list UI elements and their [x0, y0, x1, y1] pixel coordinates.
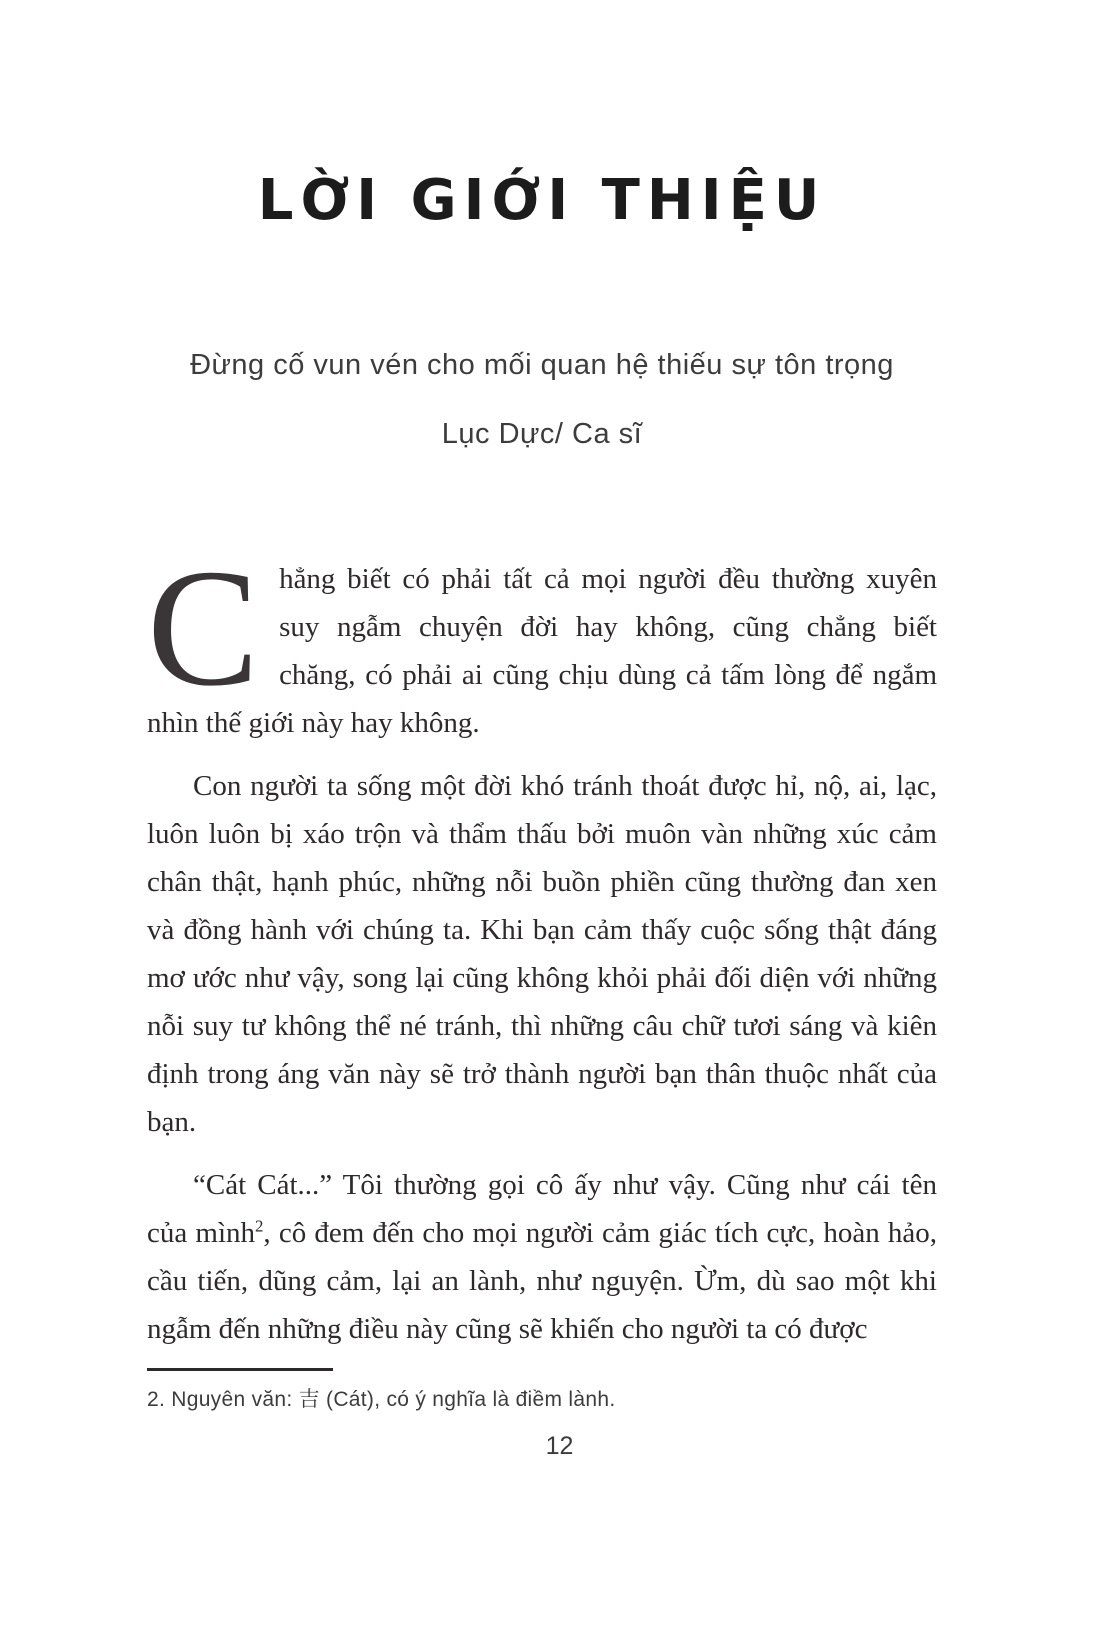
chapter-subtitle: Đừng cố vun vén cho mối quan hệ thiếu sự tôn trọng [190, 349, 894, 381]
page-number: 12 [545, 1432, 574, 1460]
page-content [0, 168, 1119, 1413]
footnote-marker: 2 [255, 1216, 264, 1236]
paragraph-1 [147, 535, 937, 747]
author-line: Lục Dực/ Ca sĩ [441, 418, 643, 450]
footnote-text: 2. Nguyên văn: 吉 (Cát), có ý nghĩa là điềm lành. [147, 1388, 616, 1411]
footnote-block [147, 1368, 937, 1413]
paragraph-3 [147, 1161, 937, 1353]
paragraph-1-text: hẳng biết có phải tất cả mọi người đều thường xuyên suy ngẫm chuyện đời hay không, cũng chẳng biết chăng, có phải ai cũng chịu dùng cả tấm lòng để ngắm nhìn thế giới này hay không. [147, 563, 937, 739]
body-text [147, 535, 938, 1353]
paragraph-3-text-1: “Cát Cát...” Tôi thường gọi cô ấy như vậy. Cũng như cái tên của mình [147, 1169, 937, 1249]
footnote-divider [147, 1368, 333, 1371]
chapter-title: LỜI GIỚI THIỆU [257, 168, 827, 233]
drop-cap: C [147, 535, 260, 721]
paragraph-2: Con người ta sống một đời khó tránh thoát được hỉ, nộ, ai, lạc, luôn luôn bị xáo trộn và thẩm thấu bởi muôn vàn những xúc cảm chân thật, hạnh phúc, những nỗi buồn phiền cũng thường đan xen và đồng hành với chúng ta. Khi bạn cảm thấy cuộc sống thật đáng mơ ước như vậy, song lại cũng không khỏi phải đối diện với những nỗi suy tư không thể né tránh, thì những câu chữ tươi sáng và kiên định trong áng văn này sẽ trở thành người bạn thân thuộc nhất của bạn. [147, 770, 937, 1138]
paragraph-3-text-2: , cô đem đến cho mọi người cảm giác tích cực, hoàn hảo, cầu tiến, dũng cảm, lại an lành, như nguyện. Ừm, dù sao một khi ngẫm đến những điều này cũng sẽ khiến cho người ta có được [147, 1217, 938, 1345]
